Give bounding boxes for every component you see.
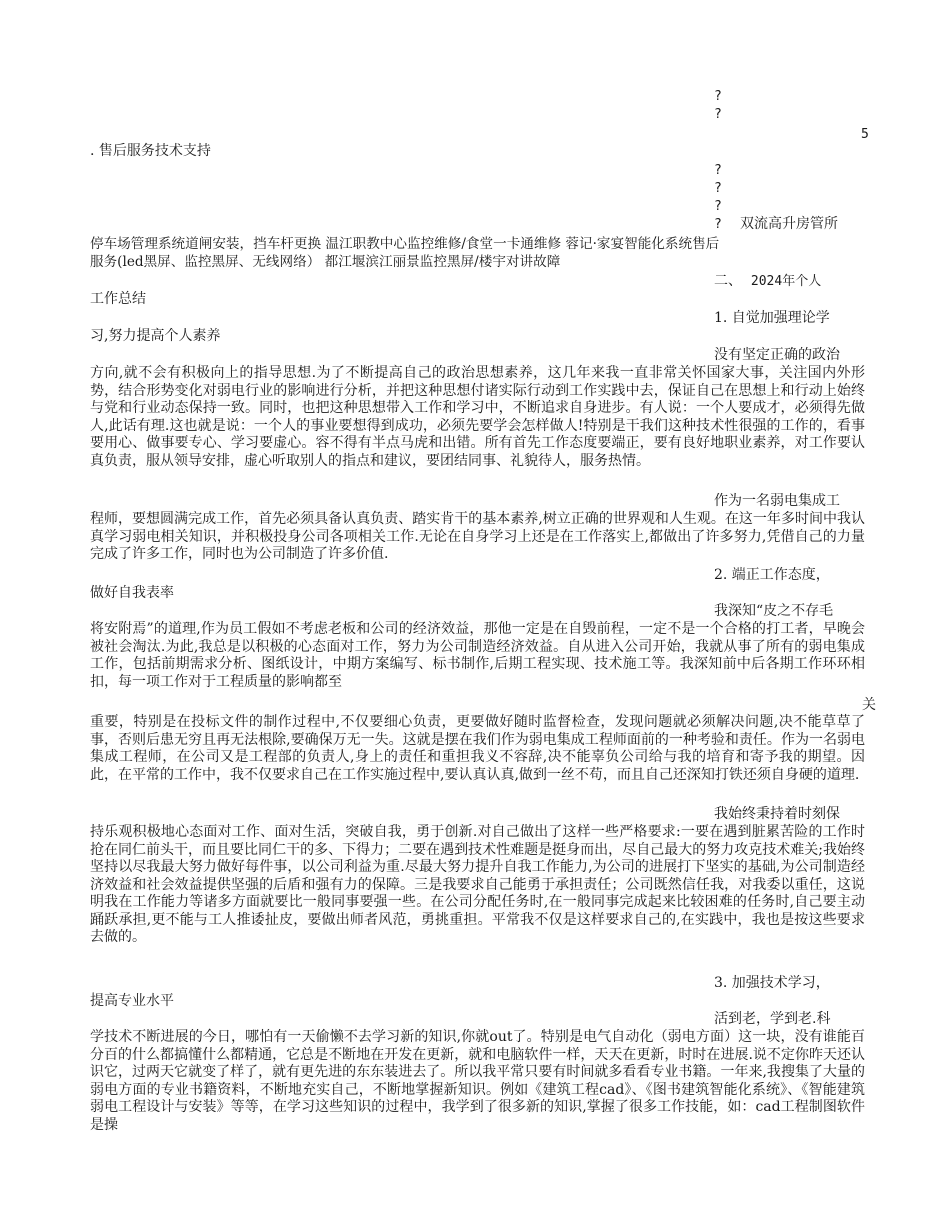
item-2-title-cont: 做好自我表率 [90, 585, 174, 601]
paragraph-3-lead: 我深知“皮之不存毛 [714, 603, 834, 619]
item-3-title: 3. 加强技术学习， [714, 975, 830, 991]
page-number: 5 [861, 127, 869, 142]
question-mark: ? [714, 217, 722, 232]
shuangliu-item: 双流高升房管所 [740, 216, 838, 232]
paragraph-3-text: 将安附焉”的道理,作为员工假如不考虑老板和公司的经济效益，那他一定是在自毁前程，一定不是一个合格的打工者，早晚会被社会淘汰.为此,我总是以积极的心态面对工作，努力为公司制造经济效益。自从进入公司开始，我就从事了所有的弱电集成工作，包括前期需求分析、图纸设计，中期方案编写、标书制作,后期工程实现、技术施工等。我深知前中后各期工作环环相扣，每一项工作对于工程质量的影响都至 [90, 621, 865, 690]
paragraph-5-text: 持乐观积极地心态面对工作、面对生活，突破自我，勇于创新.对自己做出了这样一些严格要求:一要在遇到脏累苦险的工作时抢在同仁前头干，而且要比同仁干的多、下得力；二要在遇到技术性难题是挺身而出，尽自己最大的努力攻克技术难关;我始终坚持以尽我最大努力做好每件事，以公司利益为重.尽最大努力提升自我工作能力,为公司的进展打下坚实的基础,为公司制造经济效益和社会效益提供坚强的后盾和强有力的保障。三是我要求自己能勇于承担责任；公司既然信任我，对我委以重任，这说明我在工作能力等诸多方面就要比一般同事要强一些。在公司分配任务时,在一般同事完成起来比较困难的任务时,自己要主动踊跃承担,更不能与工人推诿扯皮，要做出师者风范，勇挑重担。平常我不仅是这样要求自己的,在实践中，我也是按这些要求去做的。 [90, 824, 865, 945]
section-2-number: 二、 [714, 273, 742, 289]
service-line-2: 服务(led黑屏、监控黑屏、无线网络） 都江堰滨江丽景监控黑屏/楼宇对讲故障 [90, 254, 561, 270]
paragraph-2-text: 程师，要想圆满完成工作，首先必须具备认真负责、踏实肯干的基本素养,树立正确的世界观和人生观。在这一年多时间中我认真学习弱电相关知识，并积极投身公司各项相关工作.无论在自身学习上还是在工作落实上,都做出了许多努力,凭借自己的力量完成了许多工作，同时也为公司制造了许多价值. [90, 511, 865, 562]
question-marks-bottom [714, 162, 722, 216]
paragraph-5-lead: 我始终秉持着时刻保 [714, 806, 840, 822]
paragraph-6-lead: 活到老，学到老.科 [714, 1011, 831, 1027]
item-1-title: 1. 自觉加强理论学 [714, 310, 830, 326]
question-mark: ? [714, 107, 722, 122]
section-2-heading [714, 273, 821, 291]
after-sales-heading: . 售后服务技术支持 [90, 143, 211, 159]
item-3-title-cont: 提高专业水平 [90, 993, 174, 1009]
paragraph-4-text: 重要，特别是在投标文件的制作过程中,不仅要细心负责，更要做好随时监督检查，发现问题就必须解决问题,决不能草草了事，否则后患无穷且再无法根除,要确保万无一失。这就是摆在我们作为弱电集成工程师面前的一种考验和责任。作为一名弱电集成工程师，在公司又是工程部的负责人,身上的责任和重担我义不容辞,决不能辜负公司给与我的培育和寄予我的期望。因此，在平常的工作中，我不仅要求自己在工作实施过程中,要认真认真,做到一丝不苟，而且自己还深知打铁还须自身硬的道理. [90, 714, 865, 783]
section-2-title-cont: 工作总结 [90, 291, 146, 307]
paragraph-4 [90, 714, 865, 784]
item-1-title-cont: 习,努力提高个人素养 [90, 328, 221, 344]
paragraph-6 [90, 1029, 865, 1134]
paragraph-2 [90, 511, 865, 564]
question-marks-top [714, 88, 722, 124]
paragraph-3 [90, 621, 865, 691]
paragraph-2-lead: 作为一名弱电集成工 [714, 493, 840, 509]
paragraph-1-lead: 没有坚定正确的政治 [714, 347, 840, 363]
paragraph-1 [90, 365, 865, 470]
question-mark: ? [714, 181, 722, 196]
paragraph-3-tail: 关 [862, 697, 876, 713]
section-2-title: 2024年个人 [750, 274, 822, 289]
question-mark: ? [714, 89, 722, 104]
item-2-title: 2. 端正工作态度， [714, 567, 830, 583]
paragraph-1-text: 方向,就不会有积极向上的指导思想.为了不断提高自己的政治思想素养，这几年来我一直非常关怀国家大事，关注国内外形势，结合形势变化对弱电行业的影响进行分析，并把这种思想付诸实际行动到工作实践中去，保证自己在思想上和行动上始终与党和行业动态保持一致。同时，也把这种思想带入工作和学习中，不断追求自身进步。有人说：一个人要成才，必须得先做人,此话有理.这也就是说：一个人的事业要想得到成功，必须先要学会怎样做人!特别是干我们这种技术性很强的工作的，看事要用心、做事要专心、学习要虚心。容不得有半点马虎和出错。所有首先工作态度要端正，要有良好地职业素养，对工作要认真负责，服从领导安排，虚心听取别人的指点和建议，要团结同事、礼貌待人，服务热情。 [90, 365, 865, 469]
question-mark: ? [714, 163, 722, 178]
service-line-1: 停车场管理系统道闸安装，挡车杆更换 温江职教中心监控维修/食堂一卡通维修 蓉记·家宴智能化系统售后 [90, 236, 720, 252]
paragraph-6-text: 学技术不断进展的今日，哪怕有一天偷懒不去学习新的知识,你就out了。特别是电气自动化（弱电方面）这一块，没有谁能百分百的什么都搞懂什么都精通，它总是不断地在开发在更新，就和电脑软件一样，天天在更新，时时在进展.说不定你昨天还认识它，过两天它就变了样了，就有更先进的东东装进去了。所以我平常只要有时间就多看看专业书籍。一年来,我搜集了大量的弱电方面的专业书籍资料，不断地充实自己，不断地掌握新知识。例如《建筑工程cad》、《图书建筑智能化系统》、《智能建筑弱电工程设计与安装》等等，在学习这些知识的过程中，我学到了很多新的知识,掌握了很多工作技能，如：cad工程制图软件是操 [90, 1029, 865, 1133]
question-mark: ? [714, 199, 722, 214]
paragraph-5 [90, 824, 865, 947]
